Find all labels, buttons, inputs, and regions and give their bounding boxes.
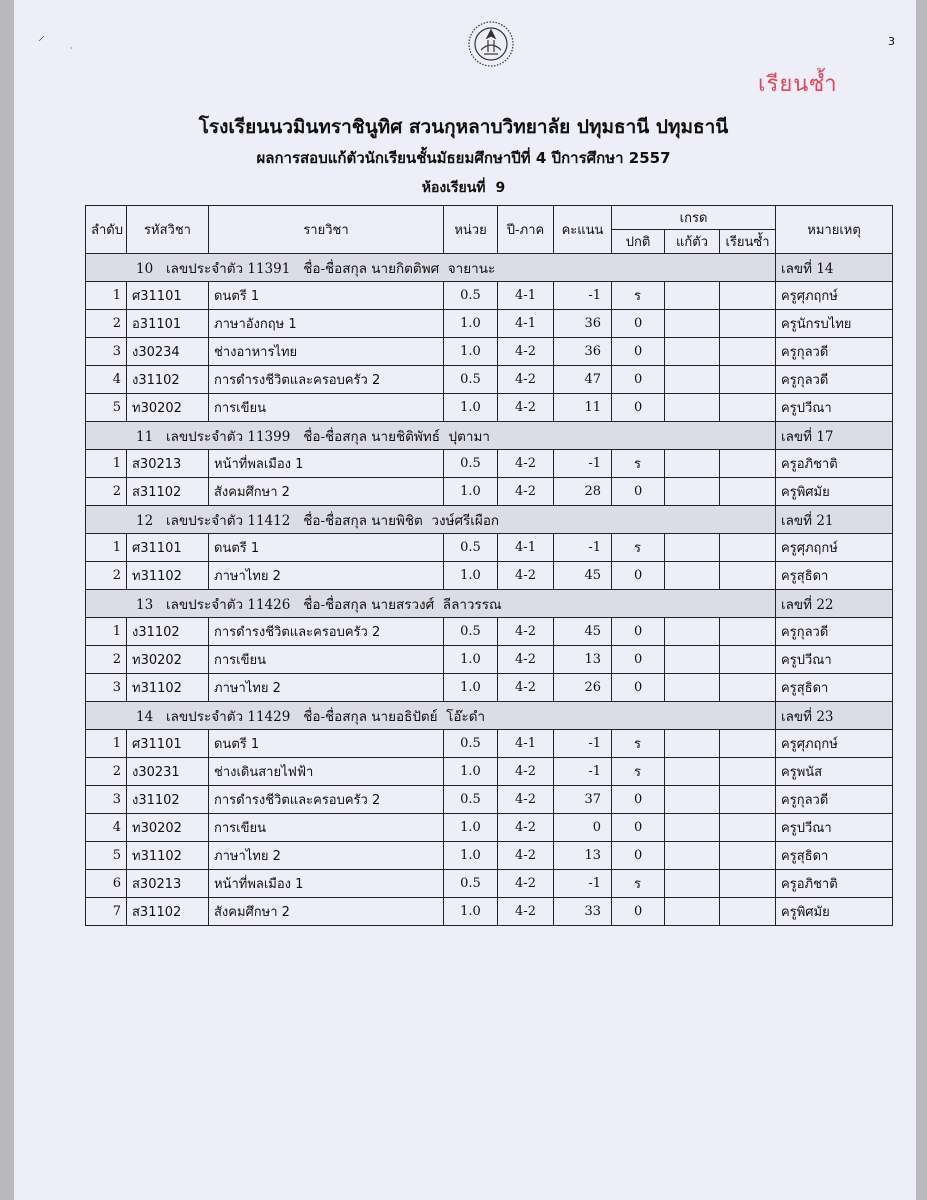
student-info-text: 11 เลขประจำตัว 11399 ชื่อ-ชื่อสกุล นายชิติพัทธ์ ปุตามา: [136, 428, 490, 445]
row-grade-repeat: [720, 450, 776, 478]
row-seq: 4: [86, 814, 127, 842]
row-grade-repeat: [720, 898, 776, 926]
student-header-row: [86, 506, 893, 534]
row-unit: 1.0: [444, 842, 498, 870]
row-score: -1: [554, 870, 612, 898]
student-seat: เลขที่ 22: [776, 590, 893, 618]
row-score: 13: [554, 646, 612, 674]
student-seat: เลขที่ 21: [776, 506, 893, 534]
row-code: ท30202: [127, 814, 209, 842]
row-seq: 1: [86, 534, 127, 562]
school-emblem-icon: [455, 18, 527, 70]
row-term: 4-2: [498, 394, 554, 422]
row-grade-retest: [665, 870, 720, 898]
row-code: ท30202: [127, 646, 209, 674]
row-seq: 3: [86, 674, 127, 702]
row-seq: 6: [86, 870, 127, 898]
row-score: 36: [554, 310, 612, 338]
col-grade-normal: ปกติ: [612, 230, 665, 254]
row-score: 0: [554, 814, 612, 842]
row-grade-repeat: [720, 394, 776, 422]
row-grade-normal: 0: [612, 898, 665, 926]
row-remark: ครูกุลวดี: [776, 366, 893, 394]
row-grade-normal: 0: [612, 478, 665, 506]
row-remark: ครูนักรบไทย: [776, 310, 893, 338]
table-row: [86, 478, 893, 506]
row-grade-repeat: [720, 730, 776, 758]
row-remark: ครูพิศมัย: [776, 898, 893, 926]
student-info-text: 10 เลขประจำตัว 11391 ชื่อ-ชื่อสกุล นายกิตติพศ จายานะ: [136, 260, 496, 277]
row-term: 4-1: [498, 310, 554, 338]
row-code: ส31102: [127, 898, 209, 926]
row-grade-retest: [665, 618, 720, 646]
row-grade-normal: 0: [612, 814, 665, 842]
row-score: 11: [554, 394, 612, 422]
row-code: ส31102: [127, 478, 209, 506]
row-grade-repeat: [720, 674, 776, 702]
table-row: [86, 674, 893, 702]
row-code: ศ31101: [127, 282, 209, 310]
repeat-class-stamp: เรียนซ้ำ: [758, 72, 838, 97]
row-grade-retest: [665, 534, 720, 562]
row-code: ง31102: [127, 786, 209, 814]
row-term: 4-2: [498, 366, 554, 394]
row-remark: ครูปวีณา: [776, 646, 893, 674]
row-remark: ครูสุธิดา: [776, 842, 893, 870]
row-code: ศ31101: [127, 730, 209, 758]
row-code: ง31102: [127, 366, 209, 394]
row-unit: 0.5: [444, 534, 498, 562]
student-info-text: 12 เลขประจำตัว 11412 ชื่อ-ชื่อสกุล นายพิชิต วงษ์ศรีเผือก: [136, 512, 500, 529]
row-score: -1: [554, 758, 612, 786]
row-unit: 0.5: [444, 450, 498, 478]
row-term: 4-2: [498, 562, 554, 590]
row-seq: 3: [86, 786, 127, 814]
row-term: 4-2: [498, 450, 554, 478]
row-grade-repeat: [720, 646, 776, 674]
row-unit: 0.5: [444, 870, 498, 898]
student-header-row: [86, 422, 893, 450]
col-unit: หน่วย: [444, 206, 498, 254]
row-unit: 0.5: [444, 366, 498, 394]
row-score: 45: [554, 618, 612, 646]
row-remark: ครูสุธิดา: [776, 562, 893, 590]
row-grade-normal: ร: [612, 450, 665, 478]
row-term: 4-2: [498, 478, 554, 506]
row-term: 4-2: [498, 758, 554, 786]
col-grade-retest: แก้ตัว: [665, 230, 720, 254]
row-unit: 0.5: [444, 618, 498, 646]
row-subject: หน้าที่พลเมือง 1: [209, 450, 444, 478]
row-grade-retest: [665, 338, 720, 366]
student-header-row: [86, 254, 893, 282]
row-remark: ครูกุลวดี: [776, 618, 893, 646]
row-grade-retest: [665, 814, 720, 842]
row-score: 13: [554, 842, 612, 870]
row-grade-retest: [665, 310, 720, 338]
row-unit: 1.0: [444, 898, 498, 926]
row-grade-retest: [665, 282, 720, 310]
row-score: 33: [554, 898, 612, 926]
table-row: [86, 394, 893, 422]
row-unit: 1.0: [444, 310, 498, 338]
row-subject: การเขียน: [209, 814, 444, 842]
row-code: ง31102: [127, 618, 209, 646]
row-grade-retest: [665, 898, 720, 926]
row-score: -1: [554, 282, 612, 310]
row-subject: ภาษาไทย 2: [209, 562, 444, 590]
row-term: 4-2: [498, 646, 554, 674]
row-grade-repeat: [720, 534, 776, 562]
row-grade-normal: ร: [612, 870, 665, 898]
row-term: 4-1: [498, 534, 554, 562]
row-subject: ภาษาอังกฤษ 1: [209, 310, 444, 338]
row-remark: ครูอภิชาติ: [776, 450, 893, 478]
table-row: [86, 338, 893, 366]
row-seq: 5: [86, 394, 127, 422]
row-score: 28: [554, 478, 612, 506]
row-subject: ดนตรี 1: [209, 730, 444, 758]
table-row: [86, 310, 893, 338]
row-grade-normal: 0: [612, 310, 665, 338]
row-grade-retest: [665, 674, 720, 702]
col-score: คะแนน: [554, 206, 612, 254]
col-term: ปี-ภาค: [498, 206, 554, 254]
row-code: ท30202: [127, 394, 209, 422]
row-subject: การดำรงชีวิตและครอบครัว 2: [209, 366, 444, 394]
row-grade-retest: [665, 366, 720, 394]
row-seq: 4: [86, 366, 127, 394]
row-seq: 7: [86, 898, 127, 926]
row-grade-repeat: [720, 842, 776, 870]
row-subject: ภาษาไทย 2: [209, 842, 444, 870]
row-subject: สังคมศึกษา 2: [209, 478, 444, 506]
table-row: [86, 870, 893, 898]
row-remark: ครูสุธิดา: [776, 674, 893, 702]
student-seat: เลขที่ 17: [776, 422, 893, 450]
row-grade-normal: 0: [612, 394, 665, 422]
col-subject: รายวิชา: [209, 206, 444, 254]
table-row: [86, 842, 893, 870]
row-term: 4-1: [498, 730, 554, 758]
row-grade-normal: 0: [612, 674, 665, 702]
table-header: [86, 206, 893, 254]
row-term: 4-2: [498, 618, 554, 646]
row-unit: 1.0: [444, 674, 498, 702]
row-unit: 1.0: [444, 478, 498, 506]
row-remark: ครูปวีณา: [776, 394, 893, 422]
row-grade-repeat: [720, 310, 776, 338]
row-subject: การเขียน: [209, 646, 444, 674]
table-body: [86, 254, 893, 926]
row-grade-normal: ร: [612, 730, 665, 758]
row-grade-retest: [665, 758, 720, 786]
student-header-row: [86, 702, 893, 730]
student-info: [86, 422, 776, 450]
student-info: [86, 702, 776, 730]
col-seq: ลำดับ: [86, 206, 127, 254]
student-info-text: 14 เลขประจำตัว 11429 ชื่อ-ชื่อสกุล นายอธิปัตย์ โอ๊ะดำ: [136, 708, 486, 725]
row-unit: 0.5: [444, 730, 498, 758]
student-info: [86, 590, 776, 618]
room-line: [0, 177, 927, 199]
row-subject: การดำรงชีวิตและครอบครัว 2: [209, 618, 444, 646]
row-grade-normal: 0: [612, 366, 665, 394]
row-grade-normal: ร: [612, 282, 665, 310]
row-remark: ครูพิศมัย: [776, 478, 893, 506]
row-grade-retest: [665, 646, 720, 674]
row-grade-repeat: [720, 786, 776, 814]
row-term: 4-1: [498, 282, 554, 310]
table-row: [86, 786, 893, 814]
row-term: 4-2: [498, 338, 554, 366]
row-unit: 1.0: [444, 646, 498, 674]
row-remark: ครูอภิชาติ: [776, 870, 893, 898]
table-row: [86, 534, 893, 562]
room-value: 9: [495, 180, 506, 196]
student-info-text: 13 เลขประจำตัว 11426 ชื่อ-ชื่อสกุล นายสรวงศ์ ลีลาวรรณ: [136, 596, 502, 613]
row-grade-retest: [665, 786, 720, 814]
row-unit: 1.0: [444, 562, 498, 590]
scan-mark: ·: [70, 44, 73, 53]
row-score: 45: [554, 562, 612, 590]
row-seq: 2: [86, 310, 127, 338]
row-grade-repeat: [720, 478, 776, 506]
student-header-row: [86, 590, 893, 618]
table-row: [86, 282, 893, 310]
row-subject: สังคมศึกษา 2: [209, 898, 444, 926]
row-unit: 1.0: [444, 394, 498, 422]
row-unit: 1.0: [444, 814, 498, 842]
student-info: [86, 254, 776, 282]
table-row: [86, 618, 893, 646]
row-seq: 1: [86, 618, 127, 646]
table-row: [86, 814, 893, 842]
col-remark: หมายเหตุ: [776, 206, 893, 254]
table-row: [86, 758, 893, 786]
table-row: [86, 366, 893, 394]
row-grade-normal: 0: [612, 338, 665, 366]
row-term: 4-2: [498, 674, 554, 702]
row-term: 4-2: [498, 786, 554, 814]
row-code: ส30213: [127, 870, 209, 898]
row-code: ท31102: [127, 842, 209, 870]
student-info: [86, 506, 776, 534]
row-seq: 2: [86, 562, 127, 590]
row-grade-retest: [665, 450, 720, 478]
row-seq: 2: [86, 646, 127, 674]
row-seq: 2: [86, 478, 127, 506]
row-seq: 5: [86, 842, 127, 870]
row-grade-repeat: [720, 814, 776, 842]
table-row: [86, 898, 893, 926]
row-subject: ภาษาไทย 2: [209, 674, 444, 702]
row-score: -1: [554, 450, 612, 478]
student-seat: เลขที่ 23: [776, 702, 893, 730]
row-grade-retest: [665, 478, 720, 506]
row-seq: 1: [86, 730, 127, 758]
row-code: ท31102: [127, 562, 209, 590]
row-grade-repeat: [720, 870, 776, 898]
row-score: 36: [554, 338, 612, 366]
row-grade-retest: [665, 730, 720, 758]
scan-mark: ⸝: [38, 28, 45, 44]
row-subject: หน้าที่พลเมือง 1: [209, 870, 444, 898]
row-term: 4-2: [498, 814, 554, 842]
col-grade: เกรด: [612, 206, 776, 230]
row-unit: 1.0: [444, 758, 498, 786]
row-score: 37: [554, 786, 612, 814]
row-seq: 1: [86, 282, 127, 310]
row-grade-normal: ร: [612, 758, 665, 786]
row-seq: 3: [86, 338, 127, 366]
row-grade-normal: 0: [612, 646, 665, 674]
row-seq: 2: [86, 758, 127, 786]
row-code: อ31101: [127, 310, 209, 338]
row-grade-normal: 0: [612, 786, 665, 814]
row-grade-repeat: [720, 758, 776, 786]
row-remark: ครูพนัส: [776, 758, 893, 786]
row-remark: ครูศุภฤกษ์: [776, 282, 893, 310]
row-subject: ช่างอาหารไทย: [209, 338, 444, 366]
table-row: [86, 450, 893, 478]
row-grade-normal: 0: [612, 842, 665, 870]
row-score: 47: [554, 366, 612, 394]
row-term: 4-2: [498, 898, 554, 926]
exam-title: ผลการสอบแก้ตัวนักเรียนชั้นมัธยมศึกษาปีที่ 4 ปีการศึกษา 2557: [256, 149, 671, 167]
row-code: ท31102: [127, 674, 209, 702]
row-remark: ครูศุภฤกษ์: [776, 730, 893, 758]
row-grade-normal: 0: [612, 618, 665, 646]
row-code: ศ31101: [127, 534, 209, 562]
row-grade-normal: ร: [612, 534, 665, 562]
table-row: [86, 730, 893, 758]
row-grade-retest: [665, 394, 720, 422]
row-score: -1: [554, 730, 612, 758]
grades-table: [85, 205, 893, 926]
row-code: ง30231: [127, 758, 209, 786]
row-unit: 0.5: [444, 786, 498, 814]
row-score: 26: [554, 674, 612, 702]
row-subject: ดนตรี 1: [209, 534, 444, 562]
table-row: [86, 562, 893, 590]
row-grade-retest: [665, 842, 720, 870]
row-grade-repeat: [720, 562, 776, 590]
row-unit: 1.0: [444, 338, 498, 366]
row-grade-retest: [665, 562, 720, 590]
row-grade-repeat: [720, 618, 776, 646]
row-seq: 1: [86, 450, 127, 478]
row-subject: การเขียน: [209, 394, 444, 422]
row-code: ส30213: [127, 450, 209, 478]
row-remark: ครูศุภฤกษ์: [776, 534, 893, 562]
row-subject: การดำรงชีวิตและครอบครัว 2: [209, 786, 444, 814]
row-grade-repeat: [720, 366, 776, 394]
row-subject: ช่างเดินสายไฟฟ้า: [209, 758, 444, 786]
table-row: [86, 646, 893, 674]
row-remark: ครูกุลวดี: [776, 338, 893, 366]
row-code: ง30234: [127, 338, 209, 366]
row-term: 4-2: [498, 842, 554, 870]
school-title: โรงเรียนนวมินทราชินูทิศ สวนกุหลาบวิทยาลัย ปทุมธานี ปทุมธานี: [198, 116, 729, 138]
col-code: รหัสวิชา: [127, 206, 209, 254]
page-number: 3: [888, 35, 895, 48]
row-remark: ครูปวีณา: [776, 814, 893, 842]
room-label: ห้องเรียนที่: [421, 180, 486, 196]
row-score: -1: [554, 534, 612, 562]
row-grade-normal: 0: [612, 562, 665, 590]
row-subject: ดนตรี 1: [209, 282, 444, 310]
row-grade-repeat: [720, 282, 776, 310]
row-unit: 0.5: [444, 282, 498, 310]
row-term: 4-2: [498, 870, 554, 898]
col-grade-repeat: เรียนซ้ำ: [720, 230, 776, 254]
row-grade-repeat: [720, 338, 776, 366]
row-remark: ครูกุลวดี: [776, 786, 893, 814]
student-seat: เลขที่ 14: [776, 254, 893, 282]
